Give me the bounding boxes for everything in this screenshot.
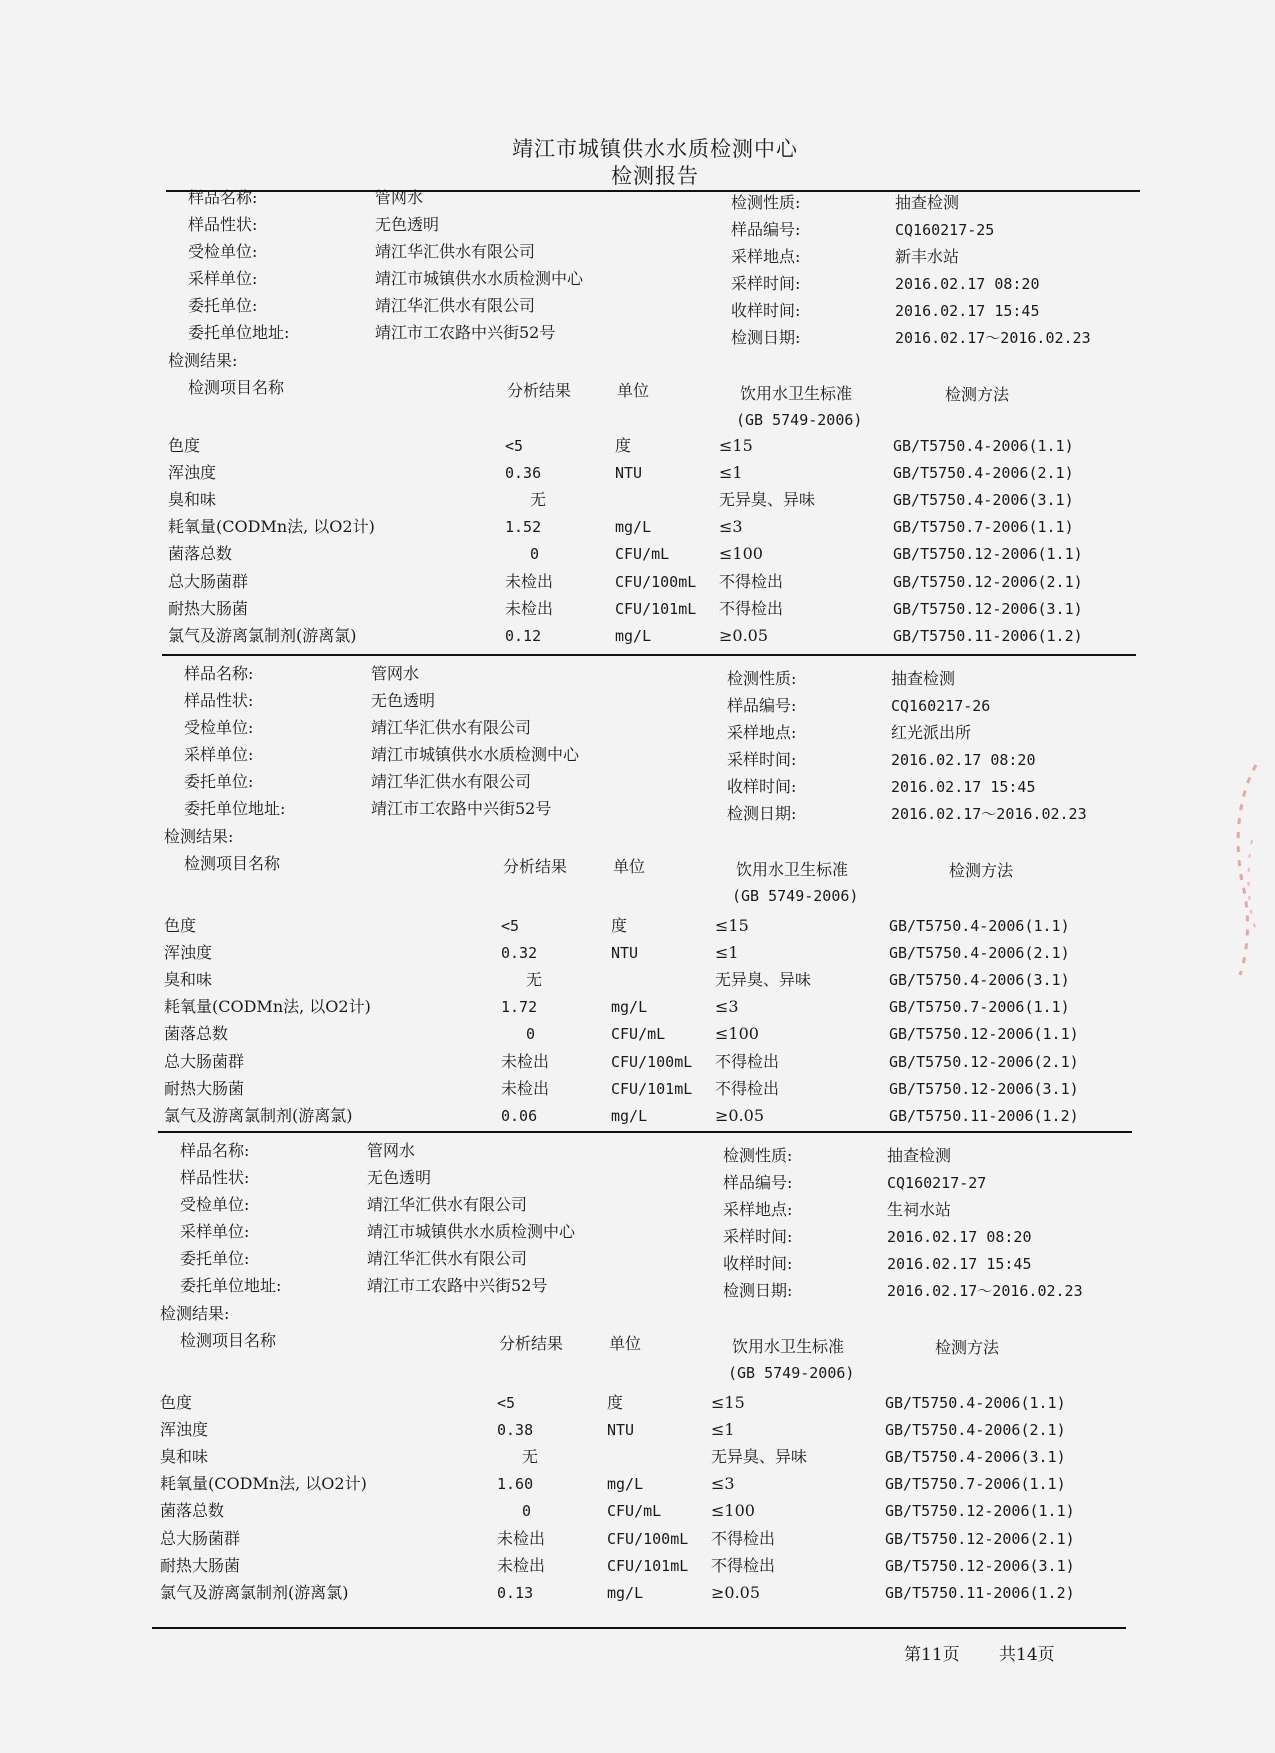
result-unit: mg/L	[611, 998, 648, 1017]
result-item-name: 浑浊度	[164, 943, 213, 963]
result-value: <5	[505, 437, 524, 455]
label-entrusting-address: 委托单位地址:	[188, 323, 290, 342]
result-item-name: 耗氧量(CODMn法, 以O2计)	[160, 1474, 367, 1494]
sampling-site: 生祠水站	[887, 1200, 952, 1219]
sample-no: CQ160217-27	[887, 1174, 987, 1192]
label-sample-name: 样品名称:	[180, 1141, 250, 1160]
result-unit: NTU	[611, 944, 639, 963]
receipt-time: 2016.02.17 15:45	[887, 1255, 1032, 1273]
label-entrusting-unit: 委托单位:	[180, 1249, 250, 1268]
result-standard: ≤1	[715, 943, 739, 963]
result-item-name: 浑浊度	[160, 1420, 209, 1440]
page-total: 共14页	[999, 1645, 1055, 1665]
result-standard: 不得检出	[719, 571, 784, 591]
inspected-unit: 靖江华汇供水有限公司	[367, 1195, 528, 1214]
result-standard: 不得检出	[711, 1528, 776, 1548]
result-item-name: 氯气及游离氯制剂(游离氯)	[160, 1582, 349, 1602]
result-standard: 不得检出	[719, 598, 784, 618]
test-date: 2016.02.17～2016.02.23	[891, 805, 1087, 823]
result-method: GB/T5750.11-2006(1.2)	[893, 626, 1083, 645]
result-item-name: 浑浊度	[168, 463, 217, 483]
result-unit: mg/L	[607, 1475, 644, 1494]
col-method-header: 检测方法	[949, 861, 1014, 880]
inspection-nature: 抽查检测	[895, 193, 960, 212]
document-subtitle: 检测报告	[611, 164, 699, 188]
test-date: 2016.02.17～2016.02.23	[887, 1282, 1083, 1300]
label-sampling-site: 采样地点:	[727, 723, 797, 742]
result-value: 未检出	[505, 598, 554, 618]
col-item-header: 检测项目名称	[188, 378, 285, 397]
result-method: GB/T5750.11-2006(1.2)	[885, 1583, 1075, 1602]
result-item-name: 菌落总数	[168, 544, 233, 564]
result-standard: 无异臭、异味	[711, 1447, 808, 1467]
report-section	[0, 0, 1275, 645]
result-value: 未检出	[501, 1051, 550, 1071]
result-method: GB/T5750.12-2006(1.1)	[885, 1502, 1075, 1521]
result-method: GB/T5750.7-2006(1.1)	[893, 518, 1074, 537]
result-unit: CFU/101mL	[611, 1079, 693, 1098]
result-method: GB/T5750.4-2006(3.1)	[893, 491, 1074, 510]
result-item-name: 菌落总数	[160, 1501, 225, 1521]
label-inspection-nature: 检测性质:	[731, 193, 801, 212]
result-unit: 度	[611, 916, 628, 935]
result-item-name: 臭和味	[164, 970, 213, 990]
col-result-header: 分析结果	[499, 1334, 564, 1353]
result-value: 0.06	[501, 1106, 538, 1125]
col-unit-header: 单位	[609, 1334, 642, 1353]
result-method: GB/T5750.12-2006(3.1)	[893, 599, 1083, 618]
result-standard: ≥0.05	[719, 625, 769, 645]
result-method: GB/T5750.11-2006(1.2)	[889, 1106, 1079, 1125]
result-standard: ≤15	[715, 916, 749, 935]
sample-name: 管网水	[375, 188, 424, 207]
sample-property: 无色透明	[367, 1168, 432, 1187]
result-unit: mg/L	[615, 518, 652, 537]
label-sampling-time: 采样时间:	[723, 1227, 793, 1246]
result-standard: ≤3	[711, 1474, 735, 1494]
result-value: <5	[497, 1394, 516, 1412]
result-standard: ≤100	[715, 1024, 759, 1044]
result-standard: ≤15	[711, 1393, 745, 1412]
result-standard: 不得检出	[715, 1051, 780, 1071]
result-value: 0	[522, 1502, 532, 1521]
result-standard: ≤1	[719, 463, 743, 483]
sample-name: 管网水	[371, 664, 420, 683]
sample-no: CQ160217-26	[891, 697, 991, 715]
result-item-name: 臭和味	[168, 490, 217, 510]
result-item-name: 色度	[160, 1393, 193, 1412]
entrusting-address: 靖江市工农路中兴街52号	[375, 323, 556, 342]
label-sampling-unit: 采样单位:	[188, 269, 258, 288]
result-unit: NTU	[607, 1421, 635, 1440]
label-sample-property: 样品性状:	[188, 215, 258, 234]
result-value: 未检出	[497, 1528, 546, 1548]
col-standard-code: (GB 5749-2006)	[732, 887, 859, 905]
col-standard-header: 饮用水卫生标准	[740, 384, 853, 403]
result-unit: 度	[607, 1393, 624, 1412]
col-unit-header: 单位	[617, 381, 650, 400]
col-standard-header: 饮用水卫生标准	[736, 860, 849, 879]
result-item-name: 色度	[168, 436, 201, 455]
label-inspected-unit: 受检单位:	[188, 242, 258, 261]
test-date: 2016.02.17～2016.02.23	[895, 329, 1091, 347]
entrusting-address: 靖江市工农路中兴街52号	[371, 799, 552, 818]
inspected-unit: 靖江华汇供水有限公司	[375, 242, 536, 261]
result-unit: mg/L	[611, 1106, 648, 1125]
result-value: 无	[526, 970, 543, 990]
result-item-name: 耐热大肠菌	[160, 1555, 241, 1575]
col-item-header: 检测项目名称	[180, 1331, 277, 1350]
result-standard: 无异臭、异味	[715, 970, 812, 990]
result-method: GB/T5750.4-2006(2.1)	[885, 1421, 1066, 1440]
label-sampling-time: 采样时间:	[727, 750, 797, 769]
result-value: 未检出	[497, 1555, 546, 1575]
label-sample-name: 样品名称:	[184, 664, 254, 683]
result-standard: ≤100	[711, 1501, 755, 1521]
sample-no: CQ160217-25	[895, 221, 995, 239]
result-standard: ≤3	[715, 997, 739, 1017]
label-inspection-nature: 检测性质:	[723, 1146, 793, 1165]
label-entrusting-unit: 委托单位:	[184, 772, 254, 791]
label-sample-no: 样品编号:	[727, 696, 797, 715]
result-method: GB/T5750.4-2006(1.1)	[893, 437, 1074, 455]
sampling-site: 红光派出所	[891, 723, 972, 742]
result-unit: CFU/mL	[615, 545, 670, 564]
label-test-date: 检测日期:	[727, 804, 797, 823]
label-sample-property: 样品性状:	[180, 1168, 250, 1187]
sample-property: 无色透明	[371, 691, 436, 710]
result-item-name: 菌落总数	[164, 1024, 229, 1044]
result-value: 0	[526, 1025, 536, 1044]
result-value: 0.36	[505, 464, 542, 483]
result-item-name: 氯气及游离氯制剂(游离氯)	[164, 1105, 353, 1125]
entrusting-unit: 靖江华汇供水有限公司	[371, 772, 532, 791]
result-method: GB/T5750.12-2006(2.1)	[893, 572, 1083, 591]
bottom-rule	[152, 1627, 1126, 1629]
col-method-header: 检测方法	[935, 1338, 1000, 1357]
result-value: 1.60	[497, 1475, 534, 1494]
col-method-header: 检测方法	[945, 385, 1010, 404]
col-result-header: 分析结果	[503, 857, 568, 876]
result-value: 0	[530, 545, 540, 564]
section-top-rule	[158, 1131, 1132, 1133]
receipt-time: 2016.02.17 15:45	[891, 778, 1036, 796]
document-title: 靖江市城镇供水水质检测中心	[512, 137, 798, 161]
result-method: GB/T5750.12-2006(3.1)	[885, 1556, 1075, 1575]
result-method: GB/T5750.12-2006(1.1)	[893, 545, 1083, 564]
sampling-time: 2016.02.17 08:20	[887, 1228, 1032, 1246]
result-item-name: 总大肠菌群	[168, 571, 249, 591]
result-method: GB/T5750.4-2006(1.1)	[885, 1394, 1066, 1412]
red-seal-stamp	[1226, 760, 1260, 980]
section-top-rule	[162, 654, 1136, 656]
result-standard: 无异臭、异味	[719, 490, 816, 510]
result-unit: CFU/101mL	[607, 1556, 689, 1575]
sampling-time: 2016.02.17 08:20	[891, 751, 1036, 769]
label-receipt-time: 收样时间:	[731, 301, 801, 320]
entrusting-address: 靖江市工农路中兴街52号	[367, 1276, 548, 1295]
label-sample-no: 样品编号:	[723, 1173, 793, 1192]
report-section	[0, 476, 1275, 1125]
result-unit: mg/L	[607, 1583, 644, 1602]
result-standard: ≥0.05	[711, 1582, 761, 1602]
result-value: <5	[501, 917, 520, 935]
result-method: GB/T5750.4-2006(2.1)	[893, 464, 1074, 483]
label-sampling-site: 采样地点:	[723, 1200, 793, 1219]
result-standard: ≤1	[711, 1420, 735, 1440]
label-sampling-site: 采样地点:	[731, 247, 801, 266]
result-value: 0.13	[497, 1583, 534, 1602]
result-item-name: 总大肠菌群	[160, 1528, 241, 1548]
result-standard: ≤15	[719, 436, 753, 455]
result-unit: CFU/mL	[607, 1502, 662, 1521]
sample-name: 管网水	[367, 1141, 416, 1160]
result-method: GB/T5750.12-2006(2.1)	[889, 1052, 1079, 1071]
result-unit: CFU/mL	[611, 1025, 666, 1044]
result-value: 无	[530, 490, 547, 510]
result-unit: mg/L	[615, 626, 652, 645]
result-method: GB/T5750.4-2006(1.1)	[889, 917, 1070, 935]
sampling-unit: 靖江市城镇供水水质检测中心	[375, 269, 584, 288]
sampling-site: 新丰水站	[895, 247, 960, 266]
section-top-rule	[166, 190, 1140, 192]
result-item-name: 耐热大肠菌	[168, 598, 249, 618]
result-method: GB/T5750.12-2006(2.1)	[885, 1529, 1075, 1548]
col-standard-code: (GB 5749-2006)	[728, 1364, 855, 1382]
page-number: 第11页	[904, 1645, 960, 1665]
sample-property: 无色透明	[375, 215, 440, 234]
result-method: GB/T5750.7-2006(1.1)	[885, 1475, 1066, 1494]
result-unit: CFU/101mL	[615, 599, 697, 618]
inspection-nature: 抽查检测	[887, 1146, 952, 1165]
result-unit: CFU/100mL	[615, 572, 697, 591]
col-result-header: 分析结果	[507, 381, 572, 400]
result-method: GB/T5750.12-2006(3.1)	[889, 1079, 1079, 1098]
result-method: GB/T5750.4-2006(3.1)	[889, 971, 1070, 990]
sampling-time: 2016.02.17 08:20	[895, 275, 1040, 293]
result-standard: 不得检出	[715, 1078, 780, 1098]
result-unit: CFU/100mL	[607, 1529, 689, 1548]
result-value: 0.38	[497, 1421, 534, 1440]
result-standard: 不得检出	[711, 1555, 776, 1575]
result-value: 1.72	[501, 998, 538, 1017]
col-item-header: 检测项目名称	[184, 854, 281, 873]
result-value: 0.32	[501, 944, 538, 963]
report-section	[0, 953, 1275, 1602]
label-inspected-unit: 受检单位:	[180, 1195, 250, 1214]
col-unit-header: 单位	[613, 857, 646, 876]
col-standard-code: (GB 5749-2006)	[736, 411, 863, 429]
label-results: 检测结果:	[168, 351, 238, 370]
result-value: 未检出	[505, 571, 554, 591]
result-unit: 度	[615, 436, 632, 455]
result-method: GB/T5750.4-2006(2.1)	[889, 944, 1070, 963]
label-sampling-time: 采样时间:	[731, 274, 801, 293]
label-sampling-unit: 采样单位:	[180, 1222, 250, 1241]
label-test-date: 检测日期:	[723, 1281, 793, 1300]
result-unit: CFU/100mL	[611, 1052, 693, 1071]
sampling-unit: 靖江市城镇供水水质检测中心	[367, 1222, 576, 1241]
result-item-name: 色度	[164, 916, 197, 935]
sampling-unit: 靖江市城镇供水水质检测中心	[371, 745, 580, 764]
label-sampling-unit: 采样单位:	[184, 745, 254, 764]
label-entrusting-unit: 委托单位:	[188, 296, 258, 315]
label-inspected-unit: 受检单位:	[184, 718, 254, 737]
label-sample-property: 样品性状:	[184, 691, 254, 710]
label-receipt-time: 收样时间:	[727, 777, 797, 796]
result-item-name: 氯气及游离氯制剂(游离氯)	[168, 625, 357, 645]
result-item-name: 总大肠菌群	[164, 1051, 245, 1071]
label-results: 检测结果:	[164, 827, 234, 846]
result-value: 无	[522, 1447, 539, 1467]
result-item-name: 耗氧量(CODMn法, 以O2计)	[164, 997, 371, 1017]
label-sample-no: 样品编号:	[731, 220, 801, 239]
receipt-time: 2016.02.17 15:45	[895, 302, 1040, 320]
inspection-nature: 抽查检测	[891, 669, 956, 688]
result-unit: NTU	[615, 464, 643, 483]
entrusting-unit: 靖江华汇供水有限公司	[367, 1249, 528, 1268]
label-inspection-nature: 检测性质:	[727, 669, 797, 688]
result-item-name: 耐热大肠菌	[164, 1078, 245, 1098]
label-sample-name: 样品名称:	[188, 188, 258, 207]
result-method: GB/T5750.4-2006(3.1)	[885, 1448, 1066, 1467]
result-method: GB/T5750.12-2006(1.1)	[889, 1025, 1079, 1044]
result-item-name: 臭和味	[160, 1447, 209, 1467]
inspected-unit: 靖江华汇供水有限公司	[371, 718, 532, 737]
label-results: 检测结果:	[160, 1304, 230, 1323]
result-standard: ≤100	[719, 544, 763, 564]
result-item-name: 耗氧量(CODMn法, 以O2计)	[168, 517, 375, 537]
result-method: GB/T5750.7-2006(1.1)	[889, 998, 1070, 1017]
label-test-date: 检测日期:	[731, 328, 801, 347]
entrusting-unit: 靖江华汇供水有限公司	[375, 296, 536, 315]
result-value: 未检出	[501, 1078, 550, 1098]
label-entrusting-address: 委托单位地址:	[180, 1276, 282, 1295]
result-value: 1.52	[505, 518, 542, 537]
label-receipt-time: 收样时间:	[723, 1254, 793, 1273]
result-value: 0.12	[505, 626, 542, 645]
result-standard: ≤3	[719, 517, 743, 537]
result-standard: ≥0.05	[715, 1105, 765, 1125]
col-standard-header: 饮用水卫生标准	[732, 1337, 845, 1356]
label-entrusting-address: 委托单位地址:	[184, 799, 286, 818]
